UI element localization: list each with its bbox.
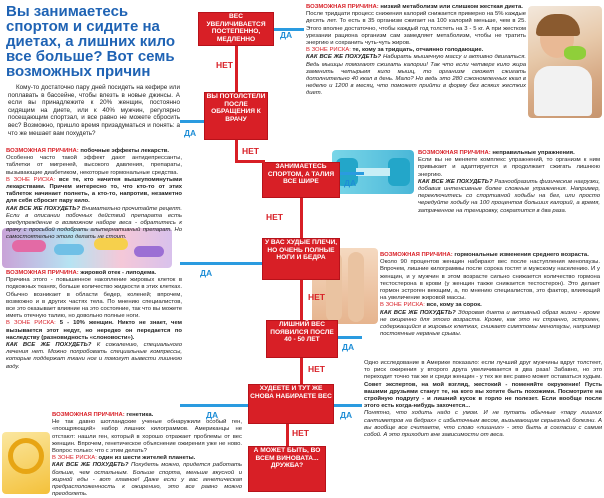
cause-label: ВОЗМОЖНАЯ ПРИЧИНА: [6,270,79,276]
cause-label: ВОЗМОЖНАЯ ПРИЧИНА: [6,148,79,154]
yes-arrow-line [180,404,248,407]
section-exercise [418,150,600,246]
connector-line [235,160,265,163]
yes-arrow-line [180,262,262,265]
risk-label: В ЗОНЕ РИСКА: [306,47,351,54]
how-to-question: КАК ВСЕ ЖЕ ПОХУДЕТЬ? [52,462,129,469]
connector-line [300,280,303,320]
answer-text: Похудеть можно, придется работать больше, чем остальным. Больше спорта, меньше вкусной и жирной еды - вот главное! Даже если у вас генетическая предрасположенность к ожирению, это все равно можно преодолеть. [52,462,242,498]
how-to-question: КАК ВСЕ ЖЕ ПОХУДЕТЬ? [306,54,381,61]
section-hormones [380,252,600,356]
connector-line [286,424,289,446]
risk-label: В ЗОНЕ РИСКА: [380,302,425,309]
how-to-question: КАК ВСЕ ЖЕ ПОХУДЕТЬ? [418,178,493,185]
section-text: Около 90 процентов женщин набирают вес после наступления менопаузы. Впрочем, лишние килограммы после сорока гостят и мужскому населению. И у женщин, и у мужчин в этом возрасте сильно снижается количество гормона тестостерона в крови (у женщин также снижается тестостерон). Это делает гормон эстроген веющим, а, по мнению специалистов, это фактор, влияющий на увеличение жировой массы. [380,259,600,302]
section-text: После тридцати процесс снижения калорий снижается примерно на 5% каждые десять лет. То есть в 35 организм сжигает на 100 калорий меньше, чем в 25. Этого вполне достаточно, чтобы каждый год толстеть на 3 - 5 кг. А при жестком урезании рациона организм сам замедляет метаболизм, чтобы не тратить энергию и сохранить чуть-чуть жиров. [306,11,526,47]
cause-text: низкий метаболизм или слишком жесткая диета. [380,4,523,10]
yes-arrow-line [340,172,364,175]
answer-text: Понятно, что ходить надо с умом. И не путать обычные «пару лишних сантиметров на бедрах» с избыточным весом, вызывающим серьезный болезни. А вы вообще все считаете, что слово «лишних» - это быть в согласии с самим собой. А это приходит вне зависимости от веса. [364,410,602,439]
flow-box-1: ВЕС УВЕЛИЧИВАЕТСЯ ПОСТЕПЕННО, МЕДЛЕННО [198,12,274,46]
risk-label: В ЗОНЕ РИСКА: [6,176,56,183]
section-lipedema [6,270,182,410]
connector-line [300,198,303,238]
cause-label: ВОЗМОЖНАЯ ПРИЧИНА: [418,150,491,156]
yes-label: ДА [280,30,293,40]
how-to-question: КАК ВСЕ ЖЕ ПОХУДЕТЬ? [6,342,92,349]
yes-arrow-line [338,336,362,339]
connector-line [235,46,238,92]
flow-box-2: ВЫ ПОТОЛСТЕЛИ ПОСЛЕ ОБРАЩЕНИЯ К ВРАЧУ [204,92,268,140]
yes-arrow-line [180,120,204,123]
risk-label: В ЗОНЕ РИСКА: [6,320,56,327]
flow-box-7: А МОЖЕТ БЫТЬ, ВО ВСЕМ ВИНОВАТА... ДРУЖБА? [248,446,326,492]
diet-woman-photo [528,6,602,118]
cause-text: неправильные упражнения. [492,150,575,156]
yes-arrow-line [334,404,362,407]
yes-label: ДА [344,178,357,188]
no-label: НЕТ [308,364,325,374]
section-medication [6,148,183,241]
no-label: НЕТ [308,292,325,302]
risk-text: все те, кто начитея вышеупомянутыми лекарствами. Причем интересно то, что кто-то от этих таблеток начинает полнеть, а кто-то, напротив, незаметно для себя сбросит пару кило. [6,176,183,205]
answer-text: Внимательно прочитайте рецепт. Если в описании побочных действий препарата есть предупреждение о возможном наборе веса - обратитесь к врачу с просьбой подобрать альтернативный препарат. Но самостоятельно этого делать не стоит. [6,205,183,241]
risk-label: В ЗОНЕ РИСКА: [52,455,97,462]
cause-label: ВОЗМОЖНАЯ ПРИЧИНА: [380,252,453,258]
yes-label: ДА [206,410,219,420]
yes-label: ДА [184,128,197,138]
section-text: Одно исследование в Америке показало: если лучший друг мужчины вдруг толстеет, то риск ожирения у второго друга увеличивается в два раза! Забавно, но это переходит точно так же и среди женщин - у тех же вес равно может оставаться худым. [364,360,602,381]
cause-text: гормональные изменения среднего возраста. [454,252,589,258]
section-text: Не так давно шотландские ученые обнаружили особый ген, «поощряющий» набор лишних килограммов. Американцы не отстают: нашли ген, который в хорошо отражает проблемы от вес женщин. Впрочем, генетическое объяснение ожирения уже не ново. Вопрос только: что с этим делать? [52,419,242,455]
no-label: НЕТ [266,212,283,222]
connector-line [300,358,303,384]
answer-text: Набирать мышечную массу и активно двигаться. Ведь мышцы помогают сжигать калории! Так что если четверг кило жира заменить четырьмя кило мышц, то организм сможет сжигать дополнительно 40 ккал в день. Мало? Но ведь это 280 сэкономленных ккал в неделю и 1200 в месяц, что поможет прийти в форму без всяких жестких диет. [306,54,526,97]
section-metabolism [306,4,526,148]
connector-line [235,140,238,162]
section-text: Особенно часто такой эффект дают антидепрессанты, таблетки от мигреней, высокого давления, препараты, вызывающие диабетиком, некоторые гормональные средства. [6,155,182,176]
section-text: Причина этого - повышенное накопление жировых клеток в подкожных тканях, больше количество жидкости в этих клетках. Обычно возникает в области бедер, коленей; впрочем, возможно и в других частях тела. По мнению специалистов, все это оказывает влияние на это состояние, так что вы можете иметь отечную талию, но довольно полные ноги. [6,277,182,320]
no-label: НЕТ [216,60,233,70]
risk-text: те, кому за тридцать, отчаянно голодающие. [352,47,484,54]
section-genetics [52,412,242,498]
flow-box-3: ЗАНИМАЕТЕСЬ СПОРТОМ, А ТАЛИЯ ВСЕ ШИРЕ [262,162,340,198]
how-to-question: КАК ВСЕ ЖЕ ПОХУДЕТЬ? [380,309,456,316]
no-label: НЕТ [292,428,309,438]
flow-box-4: У ВАС ХУДЫЕ ПЛЕЧИ, НО ОЧЕНЬ ПОЛНЫЕ НОГИ И БЕДРА [262,238,340,280]
flow-box-5: ЛИШНИЙ ВЕС ПОЯВИЛСЯ ПОСЛЕ 40 - 50 ЛЕТ [266,320,338,358]
yes-label: ДА [200,268,213,278]
expert-advice: Совет экспертов, на мой взгляд, жестокий - поменяйте окружение! Пусть вашими друзьями станут те, на кого вы хотите быть похожими. Посмотрите на стройную подругу - и лишний кусок в горло не полезет. Если вообще после этого есть когда-нибудь захочется... [364,381,602,410]
cause-label: ВОЗМОЖНАЯ ПРИЧИНА: [52,412,125,418]
cause-text: побочные эффекты лекарств. [80,148,169,154]
cause-label: ВОЗМОЖНАЯ ПРИЧИНА: [306,4,379,10]
answer-text: Разнообразить физические нагрузки, добавив интенсивные более сложные упражнения. Например, переключитесь со спортивной ходьбы на бег, или просто чередуйте ходьбу на 100 процентов больших калорий, а время, затраченное на тренировку, сократится в два раза. [418,178,600,214]
page-title: Вы занимаетесь спортом и сидите на диетах, а лишних кило все больше? Вот семь возможных причин [6,3,176,80]
risk-text: один из шести жителей планеты. [98,455,196,462]
measuring-tape-photo [2,432,50,494]
answer-text: К сожалению, специального лечения нет. Можно попробовать специальные компрессы, которые поддержат ткани ног и помогут вывести лишнюю воду. [6,342,182,370]
answer-text: Здоровая диета и активный образ жизни - кроме не ожиренно для этого возраста. Кроме, как это ни странно, эстроген, содержащийся в жировых клетках, снижает симптомы менопаузы, например постоянные нервные срывы. [380,309,600,338]
flow-box-6: ХУДЕЕТЕ И ТУТ ЖЕ СНОВА НАБИРАЕТЕ ВЕС [248,384,334,424]
yes-label: ДА [340,410,353,420]
cause-text: генетика. [126,412,154,418]
risk-text: 5 - 10% женщин. Никто не знает, чем вызывается этот недуг, но нередко он передается по наследству (разновидность «слоновости»). [6,320,183,341]
how-to-question: КАК ВСЕ ЖЕ ПОХУДЕТЬ? [6,205,81,212]
section-friendship [364,360,602,494]
intro-text: Кому-то достаточно пару дней посидеть на кефире или поплавать в бассейне, чтобы влезть в новые джинсы. А если вы принадлежите к 20% женщин, постоянно сидящим на диете, или к 40% мужчин, регулярно посещающим спортзал, и все равно не можете сбросить вес? Возможно, пришло время призадуматься и понять: а что же мешает вам похудеть? [8,84,180,137]
cause-text: жировой отек - липодема. [80,270,157,276]
risk-text: все, кому за сорок. [426,302,482,309]
section-text: Если вы не меняете комплекс упражнений, то организм к ним привыкает и адаптируется и продолжает сжигать лишнюю энергию. [418,157,600,178]
yes-label: ДА [342,342,355,352]
no-label: НЕТ [242,146,259,156]
